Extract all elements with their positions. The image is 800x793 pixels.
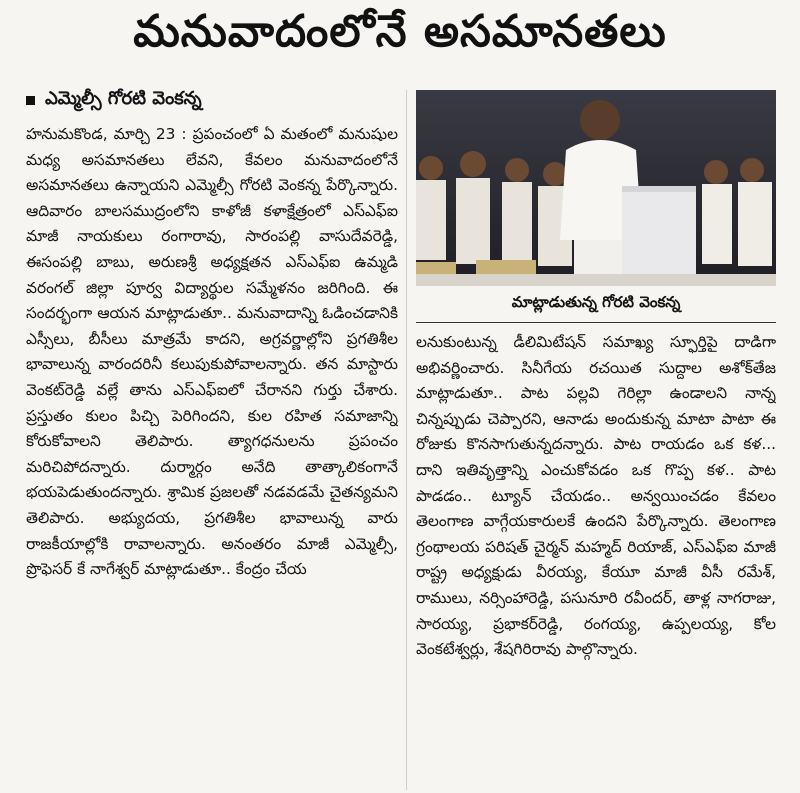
byline	[26, 88, 202, 113]
left-column-text: హనుమకొండ, మార్చి 23 : ప్రపంచంలో ఏ మతంలో మనుషుల మధ్య అసమానతలు లేవని, కేవలం మనువాదంలోనే అసమానతలు ఉన్నాయని ఎమ్మెల్సీ గోరటి వెంకన్న పేర్కొన్నారు. ఆదివారం బాలసముద్రంలోని కాళోజీ కళాక్షేత్రంలో ఎస్ఎఫ్ఐ మాజీ నాయకులు రంగారావు, సారంపల్లి వాసుదేవరెడ్డి, ఈసంపల్లి బాబు, అరుణశ్రీ అధ్యక్షతన ఎస్ఎఫ్ఐ ఉమ్మడి వరంగల్ జిల్లా పూర్వ విద్యార్థుల సమ్మేళనం జరిగింది. ఈ సందర్భంగా ఆయన మాట్లాడుతూ.. మనువాదాన్ని ఓడించడానికి ఎస్సీలు, బీసీలు మాత్రమే కాదని, అగ్రవర్ణాల్లోని ప్రగతిశీల భావాలున్న వారందరినీ కలుపుకుపోవాలన్నారు. తన మాస్టారు వెంకట్‌రెడ్డి వల్లే తాను ఎస్ఎఫ్ఐలో చేరానని గుర్తు చేశారు. ప్రస్తుతం కులం పిచ్చి పెరిగిందని, కుల రహిత సమాజాన్ని కోరుకోవాలని తెలిపారు. త్యాగధనులను ప్రపంచం మరిచిపోదన్నారు. దుర్మార్గం అనేది తాత్కాలికంగానే భయపెడుతుందన్నారు. శ్రామిక ప్రజలతో నడవడమే చైతన్యమని తెలిపారు. అభ్యుదయ, ప్రగతిశీల భావాలున్న వారు రాజకీయాల్లోకి రావాలన్నారు. అనంతరం మాజీ ఎమ్మెల్సీ, ప్రొఫెసర్ కే నాగేశ్వర్ మాట్లాడుతూ.. కేంద్రం చేయ	[26, 125, 398, 579]
article-body-left-column	[26, 122, 398, 790]
right-column-text: లనుకుంటున్న డీలిమిటేషన్ సమాఖ్య స్ఫూర్తిపై దాడిగా అభివర్ణించారు. సినీగేయ రచయిత సుద్దాల అశోక్‌తేజ మాట్లాడుతూ.. పాట పల్లవి గెరిల్లా ఉండాలని నాన్న చిన్నప్పుడు చెప్పారని, ఆనాడు అందుకున్న మాటా పాటా ఈ రోజుకు కొనసాగుతున్నదన్నారు. పాట రాయడం ఒక కళ... దాని ఇతివృత్తాన్ని ఎంచుకోవడం ఒక గొప్ప కళ.. పాట పాడడం.. ట్యూన్ చేయడం.. అన్వయించడం కేవలం తెలంగాణ వాగ్గేయకారులకే ఉందని పేర్కొన్నారు. తెలంగాణ గ్రంథాలయ పరిషత్ చైర్మన్ మహ్మద్ రియాజ్, ఎస్ఎఫ్ఐ మాజీ రాష్ట్ర అధ్యక్షుడు వీరయ్య, కేయూ మాజీ వీసీ రమేశ్, రాములు, నర్సింహారెడ్డి, పసునూరి రవీందర్, తాళ్ల నాగరాజు, సారయ్య, ప్రభాకర్‌రెడ్డి, రంగయ్య, ఉప్పలయ్య, కోల వెంకటేశ్వర్లు, శేషగిరిరావు పాల్గొన్నారు.	[416, 333, 776, 659]
photo-caption: మాట్లాడుతున్న గోరటి వెంకన్న	[416, 286, 776, 323]
byline-text: ఎమ్మెల్సీ గోరటి వెంకన్న	[45, 88, 202, 109]
article-body-right-column	[416, 330, 776, 790]
article-headline: మనువాదంలోనే అసమానతలు	[133, 6, 667, 57]
event-photo	[416, 90, 776, 286]
column-divider	[406, 90, 407, 790]
square-bullet-icon	[26, 96, 35, 105]
speaker-at-podium-illustration	[416, 90, 776, 286]
